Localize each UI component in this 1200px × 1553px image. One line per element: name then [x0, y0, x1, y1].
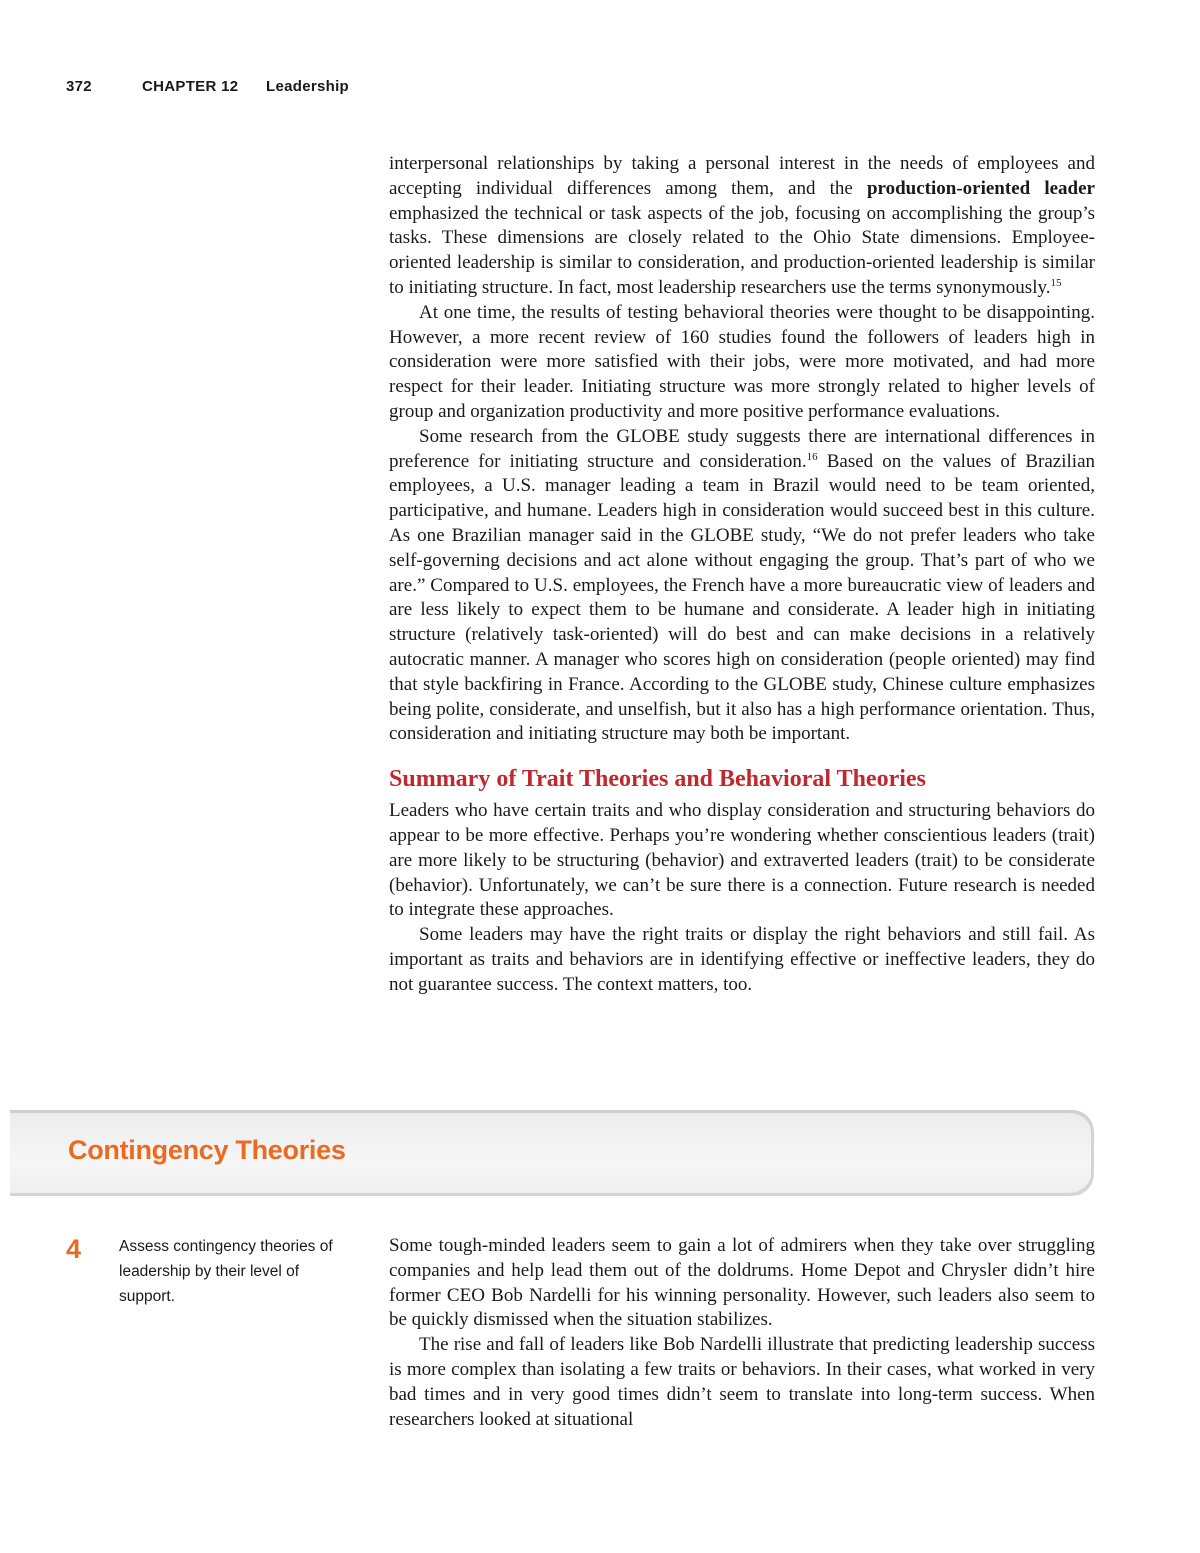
- paragraph-behavioral-results: At one time, the results of testing behavioral theories were thought to be disappointing. However, a more recent review of 160 studies found the followers of leaders high in consideration were more satisfied with their jobs, were more motivated, and had more respect for their leader. Initiating structure was more strongly related to higher levels of group and organization productivity and more positive performance evaluations.: [389, 301, 1095, 422]
- paragraph-contingency-2: The rise and fall of leaders like Bob Nardelli illustrate that predicting leadership success is more complex than isolating a few traits or behaviors. In their cases, what worked in very bad times and in very good times didn’t seem to translate into long-term success. When researchers looked at situational: [389, 1334, 1095, 1430]
- section-banner: [10, 1110, 1094, 1196]
- key-term-production-oriented-leader: production-oriented leader: [866, 177, 1095, 199]
- paragraph-summary-1: Leaders who have certain traits and who display consideration and structuring behaviors do appear to be more effective. Perhaps you’re wondering whether conscientious leaders (trait) are more likely to be structuring (behavior) and extraverted leaders (trait) to be considerate (behavior). Unfortunately, we can’t be sure there is a connection. Future research is needed to integrate these approaches.: [389, 800, 1095, 921]
- endnote-ref-15: 15: [1050, 276, 1062, 289]
- section-heading-contingency: Contingency Theories: [68, 1135, 346, 1165]
- running-head: [66, 78, 349, 95]
- paragraph-text: interpersonal relationships by taking a personal interest in the needs of employees and accepting individual differences among them, and the: [389, 153, 1095, 199]
- paragraph-summary-2: Some leaders may have the right traits or display the right behaviors and still fail. As important as traits and behaviors are in identifying effective or ineffective leaders, they do not guarantee success. The context matters, too.: [389, 924, 1095, 995]
- paragraph-employee-oriented: [389, 152, 1095, 301]
- paragraph-globe-study: [389, 425, 1095, 747]
- chapter-title: Leadership: [266, 78, 350, 95]
- learning-objective-number: 4: [66, 1234, 82, 1264]
- paragraph-text: Based on the values of Brazilian employees, a U.S. manager leading a team in Brazil would need to be team oriented, participative, and humane. Leaders high in consideration would succeed best in this culture. As one Brazilian manager said in the GLOBE study, “We do not prefer leaders who take self-governing decisions and act alone without engaging the group. That’s part of who we are.” Compared to U.S. employees, the French have a more bureaucratic view of leaders and are less likely to expect them to be humane and considerate. A leader high in initiating structure (relatively task-oriented) will do best and can make decisions in a relatively autocratic manner. A manager who scores high on consideration (people oriented) may find that style backfiring in France. According to the GLOBE study, Chinese culture emphasizes being polite, considerate, and unselfish, but it also has a high performance orientation. Thus, consideration and initiating structure may both be important.: [389, 450, 1096, 745]
- chapter-label: CHAPTER 12: [142, 78, 239, 95]
- endnote-ref-16: 16: [806, 450, 818, 463]
- paragraph-contingency-1: Some tough-minded leaders seem to gain a lot of admirers when they take over struggling companies and help lead them out of the doldrums. Home Depot and Chrysler didn’t hire former CEO Bob Nardelli for his winning personality. However, such leaders also seem to be quickly dismissed when the situation stabilizes.: [389, 1235, 1095, 1331]
- paragraph-text: emphasized the technical or task aspects of the job, focusing on accomplishing the group’s tasks. These dimensions are closely related to the Ohio State dimensions. Employee-oriented leadership is similar to consideration, and production-oriented leadership is similar to initiating structure. In fact, most leadership researchers use the terms synonymously.: [389, 202, 1095, 298]
- learning-objective-text: Assess contingency theories of leadership by their level of support.: [119, 1238, 333, 1305]
- page-number: 372: [66, 78, 92, 95]
- section-heading-summary: Summary of Trait Theories and Behavioral Theories: [389, 766, 926, 793]
- main-text-column: [389, 152, 1095, 998]
- contingency-text-column: [389, 1234, 1095, 1432]
- paragraph-text: Some research from the GLOBE study suggests there are international differences in preference for initiating structure and consideration.: [389, 425, 1095, 472]
